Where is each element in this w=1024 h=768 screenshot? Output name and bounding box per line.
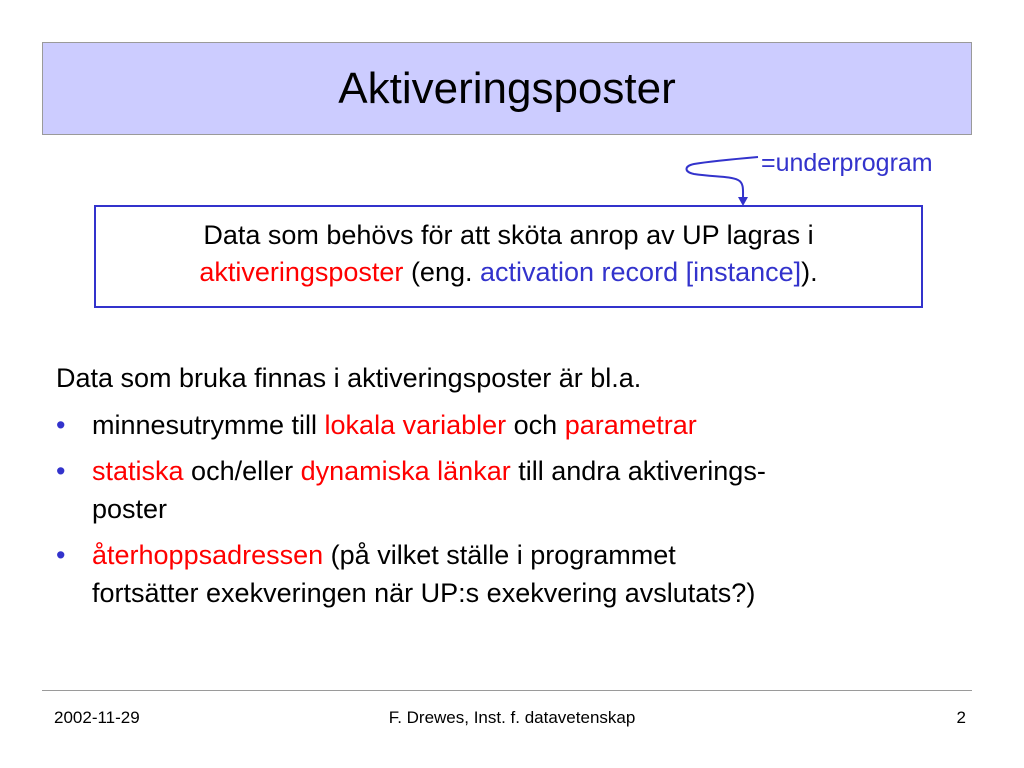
term-activation-record: activation record [instance]	[479, 257, 802, 287]
bullet-list	[56, 406, 956, 620]
term-lokala-variabler: lokala variabler	[324, 410, 507, 440]
bullet-text: (på vilket ställe i programmet	[323, 540, 676, 570]
definition-box	[94, 205, 923, 308]
definition-line-1	[96, 218, 921, 252]
page-number: 2	[956, 708, 966, 727]
callout-underprogram: =underprogram	[761, 149, 933, 177]
bullet-text: och	[506, 410, 565, 440]
bullet-text: och/eller	[183, 456, 301, 486]
definition-close: ).	[801, 257, 818, 287]
term-statiska: statiska	[92, 456, 184, 486]
bullet-icon: •	[56, 456, 66, 486]
bullet-text: poster	[92, 494, 168, 524]
bullet-icon: •	[56, 410, 66, 440]
title-banner	[42, 42, 972, 135]
bullet-text: minnesutrymme till	[92, 410, 325, 440]
term-parametrar: parametrar	[564, 410, 697, 440]
intro-text: Data som bruka finnas i aktiveringsposter är bl.a.	[56, 363, 642, 393]
footer-date: 2002-11-29	[54, 708, 140, 727]
term-aterhoppsadressen: återhoppsadressen	[92, 540, 324, 570]
term-dynamiska-lankar: dynamiska länkar	[300, 456, 511, 486]
bullet-item-local-variables	[56, 406, 956, 444]
definition-text: Data som behövs för att sköta anrop av UP lagras i	[203, 220, 814, 250]
slide-title: Aktiveringsposter	[338, 63, 676, 113]
term-aktiveringsposter: aktiveringsposter	[199, 257, 404, 287]
bullet-text: fortsätter exekveringen när UP:s exekvering avslutats?)	[92, 578, 756, 608]
bullet-text: till andra aktiverings-	[510, 456, 766, 486]
bullet-item-return-address	[56, 536, 956, 612]
bullet-item-links	[56, 452, 956, 528]
footer-divider	[42, 690, 972, 691]
definition-line-2	[96, 255, 921, 289]
bullet-icon: •	[56, 540, 66, 570]
footer-author: F. Drewes, Inst. f. datavetenskap	[388, 708, 636, 727]
curved-arrow-icon	[680, 150, 770, 210]
definition-eng-prefix: (eng.	[403, 257, 480, 287]
